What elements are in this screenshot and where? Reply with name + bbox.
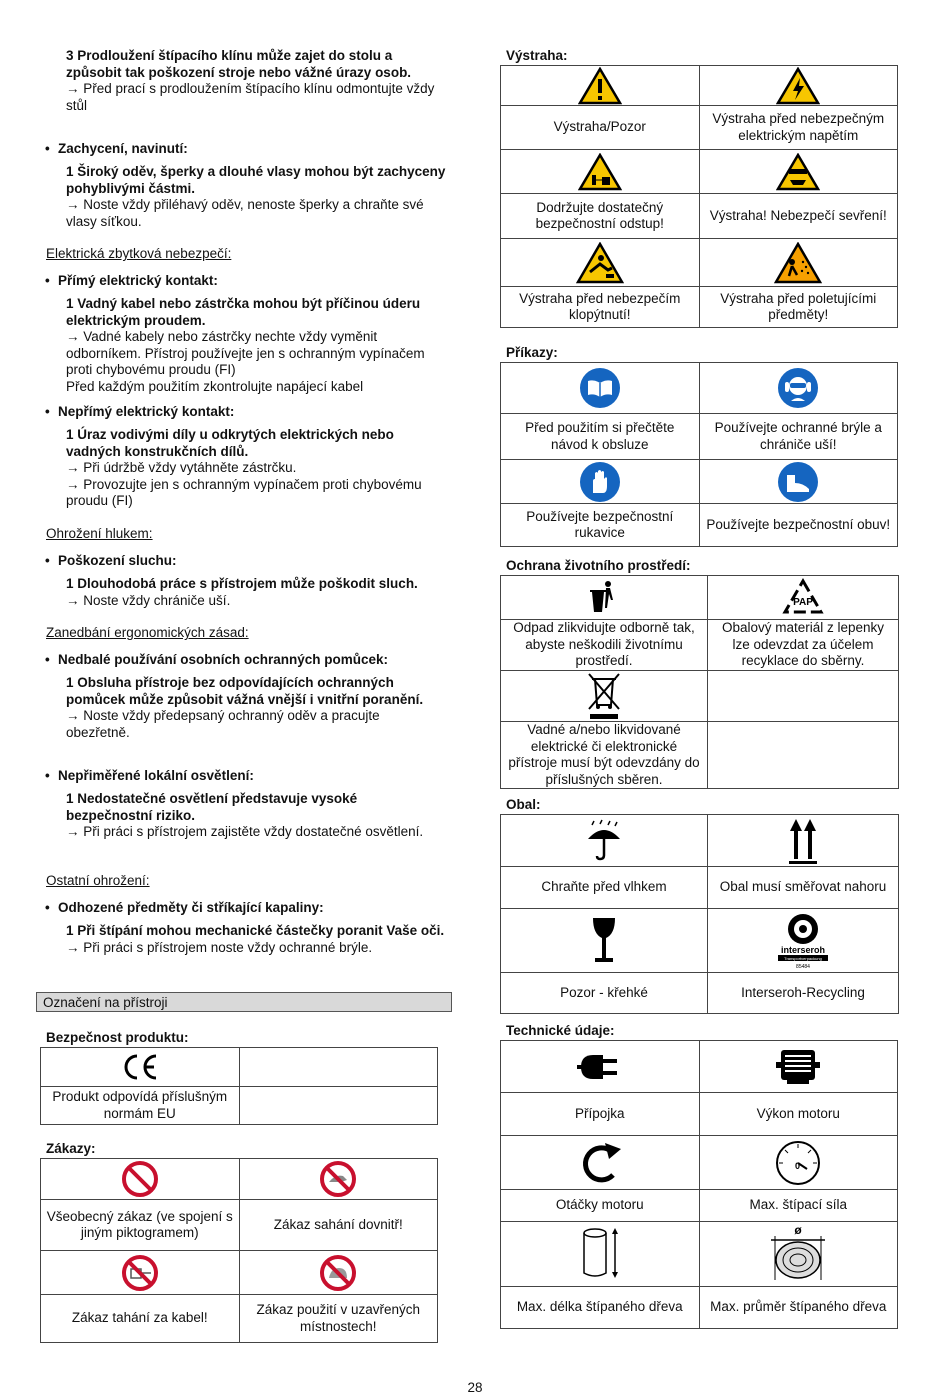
light-bullet: • Nepřiměřené lokální osvětlení: <box>58 768 254 784</box>
indirect-bullet: • Nepřímý elektrický kontakt: <box>58 404 234 420</box>
read-manual-icon <box>579 367 621 409</box>
entangle-note: → Noste vždy přiléhavý oděv, nenoste šperky a chraňte své vlasy síťkou. <box>66 197 424 229</box>
fragile-glass-icon <box>589 916 619 966</box>
crush-hazard-icon <box>776 153 820 191</box>
env-label: Odpad zlikvidujte odborně tak, abyste neškodili životnímu prostředí. <box>501 620 708 671</box>
empty-cell <box>239 1048 438 1087</box>
command-label: Používejte bezpečnostní obuv! <box>699 504 898 547</box>
ppe-bullet: • Nedbalé používání osobních ochranných pomůcek: <box>58 652 388 668</box>
prohibition-label: Zákaz sahání dovnitř! <box>239 1200 438 1251</box>
interseroh-code: 85484 <box>796 963 810 970</box>
tech-label: Max. štípací síla <box>699 1190 898 1222</box>
hazard-3-title: 3 Prodloužení štípacího klínu může zajet do stolu a způsobit tak poškození stroje nebo vážné úrazy osob. <box>66 48 412 80</box>
light-title: 1 Nedostatečné osvětlení představuje vysoké bezpečnostní riziko. <box>66 791 358 823</box>
env-heading: Ochrana životního prostředí: <box>506 558 691 573</box>
tech-label: Max. délka štípaného dřeva <box>501 1287 700 1329</box>
env-table <box>500 575 899 789</box>
prohibition-label: Zákaz použití v uzavřených místnostech! <box>239 1295 438 1343</box>
ce-label: Produkt odpovídá příslušným normám EU <box>41 1087 240 1125</box>
prohibition-label: Všeobecný zákaz (ve spojení s jiným piktogramem) <box>41 1200 240 1251</box>
no-indoor-use-icon <box>319 1254 357 1292</box>
other-hazard <box>66 923 446 956</box>
power-plug-icon <box>575 1047 625 1087</box>
noise-note: → Noste vždy chrániče uší. <box>66 592 231 608</box>
safety-distance-icon <box>578 153 622 191</box>
flying-objects-icon <box>774 242 822 284</box>
warning-table <box>500 65 898 328</box>
warning-triangle-icon <box>578 67 622 105</box>
noise-hazard <box>66 576 446 609</box>
motor-speed-icon <box>575 1139 625 1187</box>
section-bar: Označení na přístroji <box>36 992 452 1012</box>
empty-cell <box>708 722 899 789</box>
other-title: 1 Při štípání mohou mechanické částečky poranit Vaše oči. <box>66 923 445 938</box>
ppe-title: 1 Obsluha přístroje bez odpovídajících ochranných pomůcek může způsobit vážná vnější i vnitřní poranění. <box>66 675 424 707</box>
prohibitions-heading: Zákazy: <box>46 1141 96 1156</box>
command-label: Před použitím si přečtěte návod k obsluze <box>501 414 700 460</box>
env-label: Vadné a/nebo likvidované elektrické či elektronické přístroje musí být odevzdány do příslušných sběren. <box>501 722 708 789</box>
empty-cell <box>239 1087 438 1125</box>
warning-label: Výstraha před nebezpečným elektrickým napětím <box>699 106 898 150</box>
empty-cell <box>708 671 899 722</box>
ppe-note: → Noste vždy předepsaný ochranný oděv a pracujte obezřetně. <box>66 708 380 740</box>
noise-bullet: • Poškození sluchu: <box>58 553 177 569</box>
ergo-heading: Zanedbání ergonomických zásad: <box>46 625 249 640</box>
tech-heading: Technické údaje: <box>506 1023 615 1038</box>
general-prohibition-icon <box>121 1160 159 1198</box>
direct-note-2: Před každým použitím zkontrolujte napájecí kabel <box>66 378 364 394</box>
tech-label: Výkon motoru <box>699 1093 898 1136</box>
other-heading: Ostatní ohrožení: <box>46 873 150 888</box>
keep-dry-icon <box>584 819 624 863</box>
pack-table <box>500 814 899 1014</box>
indirect-hazard <box>66 427 446 510</box>
command-label: Používejte ochranné brýle a chrániče uší! <box>699 414 898 460</box>
hazard-3 <box>66 48 446 114</box>
tech-label: Max. průměr štípaného dřeva <box>699 1287 898 1329</box>
product-safety-table <box>40 1047 438 1125</box>
ce-cell <box>41 1048 240 1087</box>
weee-bin-icon <box>584 671 624 721</box>
noise-heading: Ohrožení hlukem: <box>46 526 153 541</box>
interseroh-brand: interseroh <box>780 944 826 955</box>
warning-heading: Výstraha: <box>506 48 568 63</box>
warning-label: Výstraha! Nebezpečí sevření! <box>699 194 898 239</box>
diameter-symbol: ø <box>794 1224 802 1237</box>
indirect-title: 1 Úraz vodivými díly u odkrytých elektrických nebo vadných konstrukčních dílů. <box>66 427 394 459</box>
light-note: → Při práci s přístrojem zajistěte vždy dostatečné osvětlení. <box>66 824 424 839</box>
pack-label: Chraňte před vlhkem <box>501 867 708 909</box>
tech-label: Otáčky motoru <box>501 1190 700 1222</box>
electric-voltage-icon <box>776 67 820 105</box>
tech-label: Přípojka <box>501 1093 700 1136</box>
command-label: Používejte bezpečnostní rukavice <box>501 504 700 547</box>
tripping-hazard-icon <box>576 242 624 284</box>
direct-hazard <box>66 296 446 395</box>
tech-table <box>500 1040 898 1329</box>
direct-bullet: • Přímý elektrický kontakt: <box>58 273 218 289</box>
commands-table <box>500 362 898 547</box>
hazard-3-note: → Před prací s prodloužením štípacího klínu odmontujte vždy stůl <box>66 81 435 113</box>
entangle-hazard <box>66 164 446 230</box>
goggles-ear-protection-icon <box>777 367 819 409</box>
direct-title: 1 Vadný kabel nebo zástrčka mohou být příčinou úderu elektrickým proudem. <box>66 296 421 328</box>
log-length-icon <box>575 1225 625 1283</box>
gauge-zero-label: 0 <box>795 1160 801 1171</box>
no-cable-pull-icon <box>121 1254 159 1292</box>
motor-power-icon <box>773 1046 823 1088</box>
waste-disposal-icon <box>584 578 624 618</box>
this-way-up-icon <box>788 817 818 865</box>
pack-label: Obal musí směřovat nahoru <box>708 867 899 909</box>
warning-label: Výstraha/Pozor <box>501 106 700 150</box>
warning-label: Výstraha před poletujícími předměty! <box>699 287 898 328</box>
prohibition-label: Zákaz tahání za kabel! <box>41 1295 240 1343</box>
light-hazard <box>66 791 446 841</box>
warning-label: Výstraha před nebezpečím klopýtnutí! <box>501 287 700 328</box>
warning-label: Dodržujte dostatečný bezpečnostní odstup! <box>501 194 700 239</box>
pack-heading: Obal: <box>506 797 541 812</box>
ppe-hazard <box>66 675 446 741</box>
other-note: → Při práci s přístrojem noste vždy ochranné brýle. <box>66 939 373 955</box>
pack-label: Pozor - křehké <box>501 973 708 1014</box>
recycle-pap-icon <box>781 578 825 618</box>
ce-mark-icon <box>120 1052 160 1082</box>
interseroh-logo-icon <box>768 911 838 971</box>
splitting-force-gauge-icon <box>773 1139 823 1187</box>
electric-heading: Elektrická zbytková nebezpečí: <box>46 246 232 261</box>
commands-heading: Příkazy: <box>506 345 558 360</box>
entangle-title: 1 Široký oděv, šperky a dlouhé vlasy mohou být zachyceny pohyblivými částmi. <box>66 164 446 196</box>
prohibitions-table <box>40 1158 438 1343</box>
pap-label: PAP <box>793 596 813 608</box>
product-safety-heading: Bezpečnost produktu: <box>46 1030 189 1045</box>
log-diameter-icon <box>763 1224 833 1284</box>
page-number: 28 <box>467 1380 483 1395</box>
interseroh-sub: Transportverpackung <box>784 955 822 961</box>
other-bullet: • Odhozené předměty či stříkající kapaliny: <box>58 900 324 916</box>
no-reaching-in-icon <box>319 1160 357 1198</box>
noise-title: 1 Dlouhodobá práce s přístrojem může poškodit sluch. <box>66 576 418 591</box>
safety-shoes-icon <box>777 461 819 503</box>
direct-note: → Vadné kabely nebo zástrčky nechte vždy vyměnit odborníkem. Přístroj používejte jen s ochranným vypínačem proti chybovému proudu (FI) <box>66 329 425 377</box>
pack-label: Interseroh-Recycling <box>708 973 899 1014</box>
indirect-note-2: → Provozujte jen s ochranným vypínačem proti chybovému proudu (FI) <box>66 476 422 508</box>
env-label: Obalový materiál z lepenky lze odevzdat za účelem recyklace do sběrny. <box>708 620 899 671</box>
entangle-bullet: • Zachycení, navinutí: <box>58 141 188 157</box>
safety-gloves-icon <box>579 461 621 503</box>
indirect-note: → Při údržbě vždy vytáhněte zástrčku. <box>66 460 297 475</box>
